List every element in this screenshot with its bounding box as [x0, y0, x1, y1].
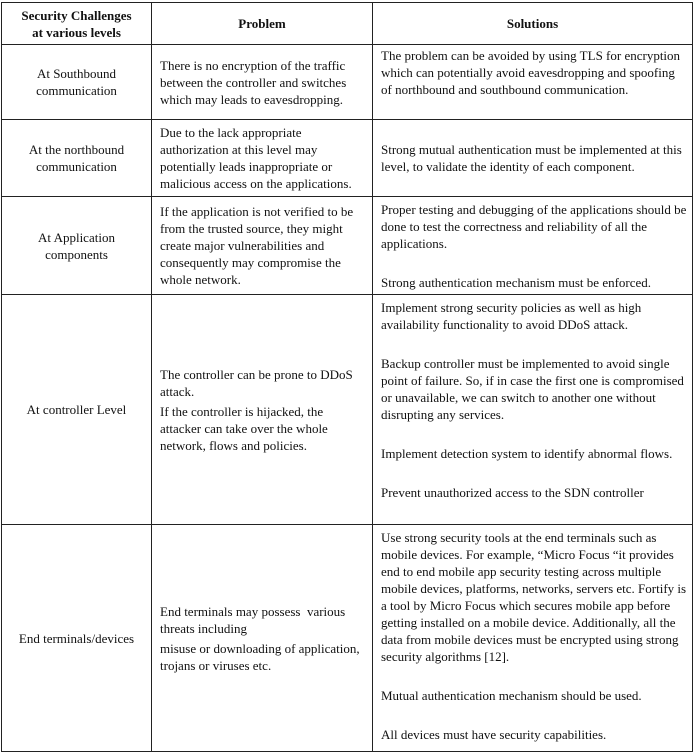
- solution-text: Mutual authentication mechanism should be used.: [381, 688, 642, 703]
- table-row: [2, 295, 693, 525]
- level-line: components: [45, 246, 108, 262]
- level-cell: [2, 45, 152, 120]
- solutions-cell: [373, 45, 693, 120]
- solution-text: Strong authentication mechanism must be enforced.: [381, 275, 652, 290]
- problem-cell: [152, 45, 373, 120]
- solution-text: Implement detection system to identify abnormal flows.: [381, 446, 673, 461]
- header-row: [2, 3, 693, 45]
- table-row: [2, 525, 693, 752]
- solutions-cell: [373, 525, 693, 752]
- header-security-challenges: [2, 3, 152, 45]
- solution-text: Proper testing and debugging of the applications should be done to test the correctness and reliability of all the applications.: [381, 202, 687, 251]
- problem-cell: [152, 120, 373, 197]
- level-cell: [2, 295, 152, 525]
- problem-text: If the application is not verified to be from the trusted source, they might create major vulnerabilities and consequently may compromise the whole network.: [160, 204, 354, 287]
- solutions-cell: [373, 120, 693, 197]
- problem-cell: [152, 525, 373, 752]
- solution-text: Strong mutual authentication must be implemented at this level, to validate the identity of each component.: [381, 142, 682, 174]
- table-row: [2, 197, 693, 295]
- solutions-cell: [373, 197, 693, 295]
- solution-text: Backup controller must be implemented to avoid single point of failure. So, if in case the first one is compromised or unavailable, we can switch to another one without disrupting any services.: [381, 356, 684, 422]
- problem-text: misuse or downloading of application, trojans or viruses etc.: [160, 640, 360, 673]
- solution-text: Implement strong security policies as well as high availability functionality to avoid DDoS attack.: [381, 300, 642, 332]
- level-cell: [2, 197, 152, 295]
- solution-text: All devices must have security capabilities.: [381, 727, 607, 742]
- level-line: communication: [36, 83, 117, 98]
- problem-text: End terminals may possess various threats including: [160, 603, 349, 636]
- level-cell: [2, 525, 152, 752]
- problem-text: Due to the lack appropriate authorization at this level may potentially leads inappropriate or malicious access on the applications.: [160, 125, 352, 191]
- level-line: At controller Level: [26, 402, 127, 417]
- security-challenges-table: [1, 2, 693, 752]
- table-row: [2, 120, 693, 197]
- table-row: [2, 45, 693, 120]
- level-line: At Southbound: [36, 66, 117, 81]
- level-cell: [2, 120, 152, 197]
- level-line: End terminals/devices: [18, 630, 135, 646]
- level-line: communication: [36, 159, 117, 174]
- header-problem: Problem: [152, 3, 373, 45]
- level-line: At the northbound: [28, 142, 125, 157]
- problem-cell: [152, 295, 373, 525]
- problem-text: There is no encryption of the traffic between the controller and switches which may leads to eavesdropping.: [160, 57, 347, 107]
- header-solutions: Solutions: [373, 3, 693, 45]
- problem-cell: [152, 197, 373, 295]
- solution-text: Use strong security tools at the end terminals such as mobile devices. For example, “Micro Focus “it provides end to end mobile app security testing across multiple mobile devices, platforms, networks, servers etc. Fortify is a tool by Micro Focus which secures mobile app before getting installed on a mobile device. Additionally, all the data from mobile devices must be encrypted using strong security algorithms [12].: [381, 530, 687, 664]
- solution-text: Prevent unauthorized access to the SDN controller: [381, 485, 644, 500]
- solutions-cell: [373, 295, 693, 525]
- header-line: at various levels: [32, 24, 121, 40]
- solution-text: The problem can be avoided by using TLS for encryption which can potentially avoid eavesdropping and spoofing of northbound and southbound communication.: [381, 48, 681, 97]
- problem-text: The controller can be prone to DDoS attack.: [160, 366, 353, 399]
- problem-text: If the controller is hijacked, the attacker can take over the whole network, flows and policies.: [160, 403, 328, 453]
- header-line: Security Challenges: [21, 7, 132, 23]
- level-line: At Application: [38, 229, 115, 245]
